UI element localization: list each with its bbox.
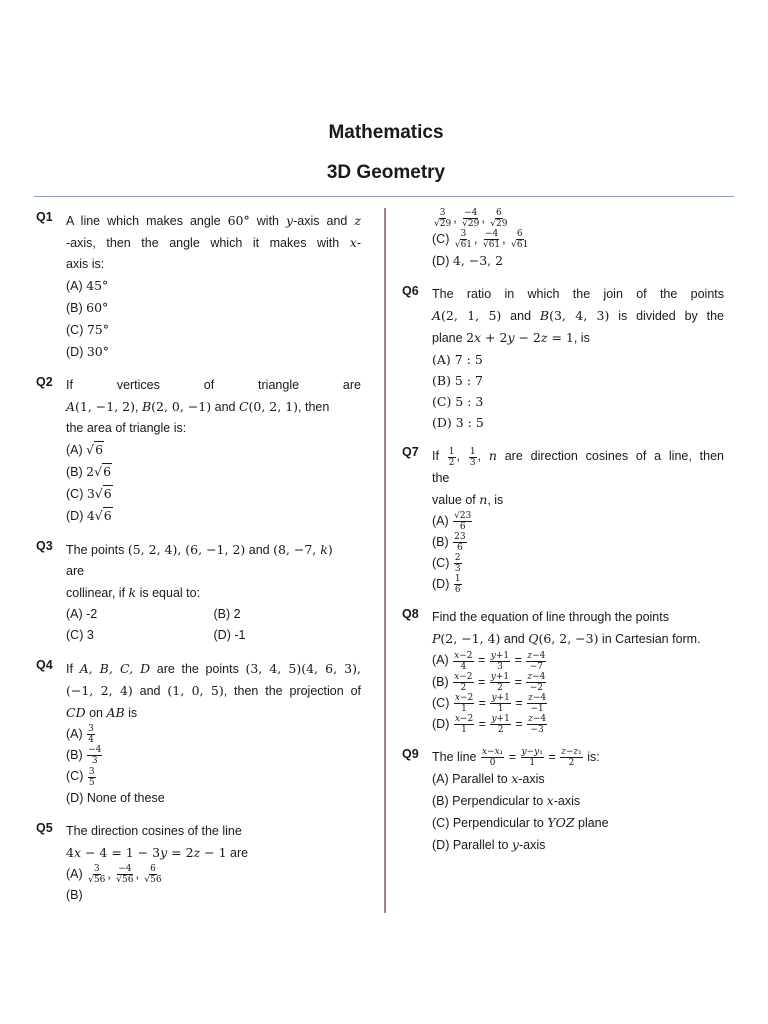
question-stem: plane 2x + 2y − 2z = 1, is [432, 330, 590, 346]
question-3 [36, 539, 361, 646]
option-d: (D) $\frac{x-2}{1}$ = $\frac{y+1}{2}$ = $\frac{z-4}{-3}$ [432, 714, 547, 736]
question-number: Q3 [36, 539, 53, 553]
question-stem: If $\frac{1}{2}$ , $\frac{1}{3}$ , n are direction cosines of a line, then [432, 446, 724, 468]
option-b-label: (B) [66, 887, 83, 902]
option-a: (A) √6 [66, 442, 104, 457]
question-stem: The ratio in which the join of the points [432, 287, 724, 302]
question-stem: 4x − 4 = 1 − 3y = 2z − 1 are [66, 844, 249, 860]
question-7 [402, 445, 724, 595]
option-row [66, 625, 361, 646]
option-c: (C) 3√6 [66, 486, 112, 501]
option-a: (A) 7 : 5 [432, 352, 483, 368]
option-b: (B) 2√6 [66, 464, 112, 479]
option-c: (C) 3 [66, 628, 94, 642]
left-column [36, 210, 361, 918]
question-stem: the [432, 470, 450, 485]
option-d: (D) Parallel to y-axis [432, 837, 546, 853]
option-a: (A) $\frac{x-2}{4}$ = $\frac{y+1}{3}$ = $\frac{z-4}{-7}$ [432, 650, 546, 672]
option-b: (B) 60° [66, 300, 109, 315]
option-d: (D) -1 [213, 628, 246, 642]
option-b: (B) 5 : 7 [432, 373, 483, 389]
option-d: (D) 3 : 5 [432, 415, 484, 431]
option-a: (A) $\frac{3}{√56}$ , $\frac{-4}{√56}$ , $\frac{6}{√56}$ [66, 863, 162, 885]
option-c: (C) $\frac{x-2}{1}$ = $\frac{y+1}{1}$ = $\frac{z-4}{-1}$ [432, 693, 547, 715]
question-stem: P(2, −1, 4) and Q(6, 2, −3) in Cartesian form. [432, 631, 701, 647]
question-2 [36, 375, 361, 527]
question-number: Q4 [36, 658, 53, 672]
question-stem: A(2, 1, 5) and B(3, 4, 3) is divided by the [432, 308, 724, 324]
option-a: (A) -2 [66, 607, 98, 621]
question-stem: value of n, is [432, 491, 504, 507]
question-stem: If vertices of triangle are [66, 378, 361, 392]
question-stem: The points (5, 2, 4), (6, −1, 2) and (8, −7, k) [66, 542, 333, 557]
option-b: (B) $\frac{23}{6}$ [432, 532, 466, 554]
option-d: (D) 4, −3, 2 [432, 253, 504, 269]
option-b: (B) $\frac{-4}{3}$ [66, 745, 102, 767]
question-4 [36, 658, 361, 809]
column-divider [384, 208, 386, 913]
question-stem: -axis, then the angle which it makes with x- [66, 235, 361, 250]
question-number: Q9 [402, 747, 419, 762]
question-number: Q6 [402, 284, 419, 299]
option-c: (C) $\frac{2}{3}$ [432, 553, 461, 575]
question-number: Q8 [402, 607, 419, 622]
option-b-values: $\frac{3}{√29}$ , $\frac{-4}{√29}$ , $\frac{6}{√29}$ [434, 208, 508, 230]
question-6 [402, 284, 724, 433]
question-stem: CD on AB is [66, 705, 138, 720]
question-5 [36, 821, 361, 906]
option-d: (D) $\frac{1}{6}$ [432, 574, 461, 596]
option-c: (C) $\frac{3}{5}$ [66, 766, 95, 788]
subject-title: Mathematics [328, 122, 444, 143]
option-c: (C) 75° [66, 322, 109, 337]
question-number: Q7 [402, 445, 419, 460]
option-b: (B) 2 [213, 607, 241, 621]
question-stem: the area of triangle is: [66, 421, 187, 435]
option-b: (B) Perpendicular to x-axis [432, 793, 581, 809]
question-5-continued [402, 208, 724, 272]
option-b: (B) $\frac{x-2}{2}$ = $\frac{y+1}{2}$ = $\frac{z-4}{-2}$ [432, 671, 546, 693]
option-d: (D) 30° [66, 344, 109, 359]
option-a: (A) $\frac{3}{4}$ [66, 724, 94, 746]
header-divider [34, 196, 734, 197]
question-stem: The line $\frac{\text{x−x₁}}{0}$ = $\frac{\text{y−y₁}}{1}$ = $\frac{\text{z−z₁}}{2}$ is: [432, 747, 600, 769]
option-d: (D) 4√6 [66, 508, 112, 523]
question-stem: The direction cosines of the line [66, 823, 242, 838]
right-column [402, 208, 724, 868]
question-stem: axis is: [66, 257, 105, 271]
topic-title: 3D Geometry [326, 162, 446, 183]
question-8 [402, 607, 724, 735]
option-c: (C) $\frac{3}{√61}$ , $\frac{-4}{√61}$ , $\frac{6}{√61}$ [432, 229, 529, 251]
question-stem: collinear, if k is equal to: [66, 585, 201, 600]
question-stem: A(1, −1, 2), B(2, 0, −1) and C(0, 2, 1), then [66, 399, 330, 414]
option-d: (D) None of these [66, 790, 165, 805]
question-stem: are [66, 564, 85, 578]
option-a: (A) Parallel to x-axis [432, 771, 545, 787]
option-a: (A) 45° [66, 278, 109, 293]
question-number: Q1 [36, 210, 53, 224]
option-c: (C) 5 : 3 [432, 394, 484, 410]
question-number: Q2 [36, 375, 53, 389]
question-1 [36, 210, 361, 363]
question-stem: A line which makes angle 60° with y-axis and z [66, 213, 361, 228]
question-stem: (−1, 2, 4) and (1, 0, 5), then the projection of [66, 683, 361, 698]
question-number: Q5 [36, 820, 53, 835]
question-stem: If A, B, C, D are the points (3, 4, 5)(4, 6, 3), [66, 661, 361, 676]
option-c: (C) Perpendicular to YOZ plane [432, 815, 609, 831]
question-9 [402, 747, 724, 856]
option-row [66, 604, 361, 625]
option-a: (A) $\frac{√23}{6}$ [432, 510, 472, 532]
question-stem: Find the equation of line through the points [432, 610, 669, 625]
